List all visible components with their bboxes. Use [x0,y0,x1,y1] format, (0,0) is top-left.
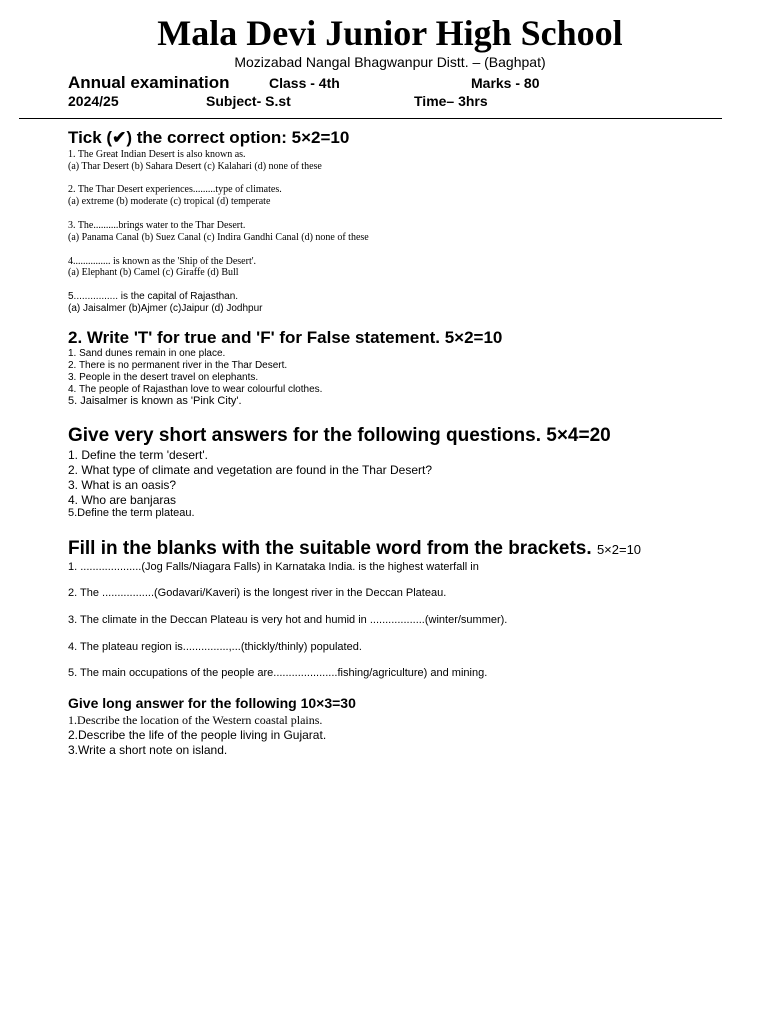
question-line: 1. Define the term 'desert'. [68,448,208,462]
session-label: 2024/25 [68,93,119,109]
question-line: 3. What is an oasis? [68,478,177,492]
question-line: 2. The Thar Desert experiences.........type of climates. [68,184,282,195]
question-line: 1. The Great Indian Desert is also known as. [68,149,246,160]
question-line: 4............... is known as the 'Ship of the Desert'. [68,256,257,267]
subject-label: Subject- S.st [206,93,291,109]
question-line: 2.Describe the life of the people living in Gujarat. [68,728,327,742]
section-4-title: Fill in the blanks with the suitable word from the brackets. [68,538,592,559]
blank-line: 1. ....................(Jog Falls/Niagara Falls) in Karnataka India. is the highest waterfall in [68,561,479,573]
blank-line: 5. The main occupations of the people are.....................fishing/agriculture) and mining. [68,667,488,679]
section-4-marks: 5×2=10 [596,542,642,557]
option-line: (a) extreme (b) moderate (c) tropical (d) temperate [68,196,271,207]
question-line: 2. What type of climate and vegetation are found in the Thar Desert? [68,463,432,477]
question-line: 5.Define the term plateau. [68,507,195,519]
blank-line: 4. The plateau region is...............,...(thickly/thinly) populated. [68,641,362,653]
section-4-heading [68,538,641,561]
option-line: (a) Elephant (b) Camel (c) Giraffe (d) Bull [68,267,239,278]
question-line: 3.Write a short note on island. [68,743,228,757]
statement-line: 2. There is no permanent river in the Thar Desert. [68,360,288,371]
blank-line: 3. The climate in the Deccan Plateau is very hot and humid in ..................(winter/summer). [68,614,508,626]
option-line: (a) Panama Canal (b) Suez Canal (c) Indira Gandhi Canal (d) none of these [68,232,369,243]
statement-line: 4. The people of Rajasthan love to wear colourful clothes. [68,384,323,395]
class-label: Class - 4th [269,75,340,91]
exam-name: Annual examination [68,73,230,92]
statement-line: 1. Sand dunes remain in one place. [68,348,226,359]
section-2-heading: 2. Write 'T' for true and 'F' for False statement. 5×2=10 [68,328,503,347]
section-5-heading: Give long answer for the following 10×3=30 [68,695,356,711]
question-line: 5................ is the capital of Rajasthan. [68,291,239,302]
school-name: Mala Devi Junior High School [157,13,623,53]
statement-line: 5. Jaisalmer is known as 'Pink City'. [68,395,242,407]
option-line: (a) Jaisalmer (b)Ajmer (c)Jaipur (d) Jodhpur [68,303,263,314]
question-line: 1.Describe the location of the Western coastal plains. [68,713,323,727]
marks-label: Marks - 80 [471,75,540,91]
section-1-heading: Tick (✔) the correct option: 5×2=10 [68,128,350,147]
time-label: Time– 3hrs [414,93,488,109]
option-line: (a) Thar Desert (b) Sahara Desert (c) Kalahari (d) none of these [68,161,322,172]
blank-line: 2. The .................(Godavari/Kaveri) is the longest river in the Deccan Plateau. [68,587,447,599]
statement-line: 3. People in the desert travel on elephants. [68,372,259,383]
section-3-heading: Give very short answers for the following questions. 5×4=20 [68,425,611,446]
question-line: 3. The..........brings water to the Thar Desert. [68,220,246,231]
school-address: Mozizabad Nangal Bhagwanpur Distt. – (Baghpat) [234,54,546,70]
header-divider [19,118,722,119]
question-line: 4. Who are banjaras [68,493,177,507]
